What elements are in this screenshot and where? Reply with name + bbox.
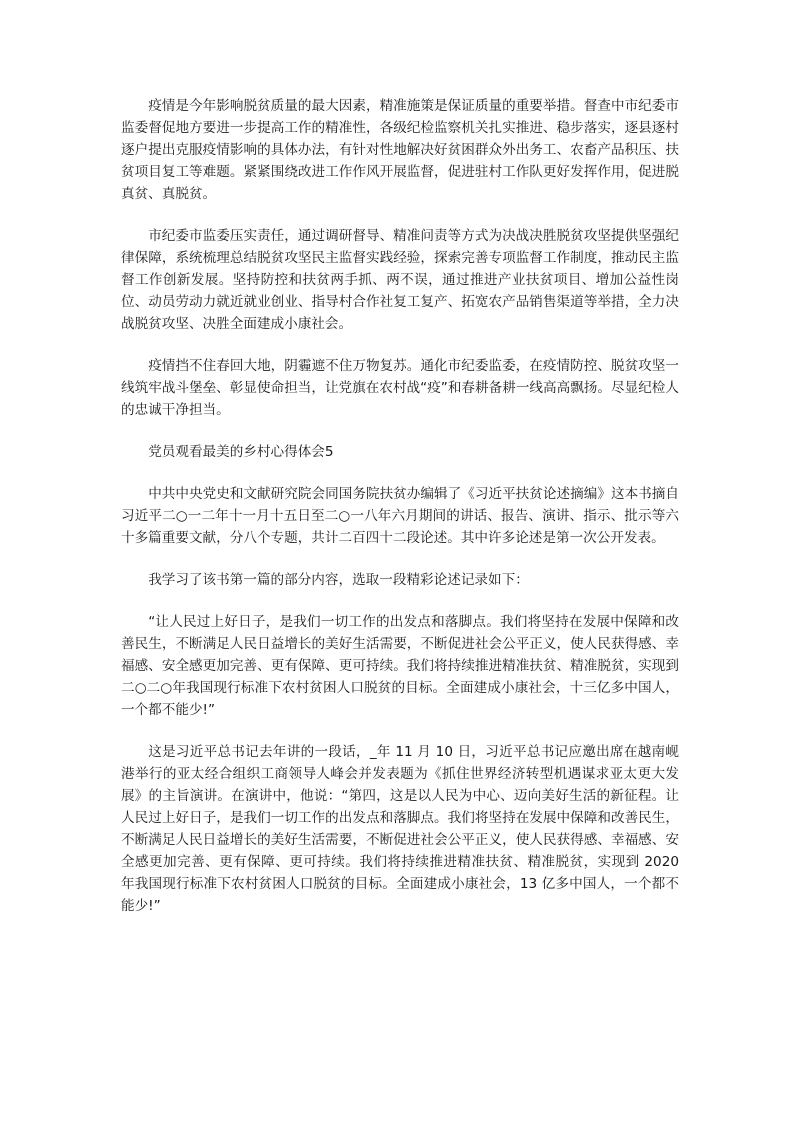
- paragraph-3: 疫情挡不住春回大地，阴霾遮不住万物复苏。通化市纪委监委，在疫情防控、脱贫攻坚一线筑牢战斗堡垒、彰显使命担当，让党旗在农村战“疫”和春耕备耕一线高高飘扬。尽显纪检人的忠诚干净担当。: [121, 358, 679, 418]
- paragraph-gap: [121, 335, 679, 355]
- paragraph-4: 中共中央党史和文献研究院会同国务院扶贫办编辑了《习近平扶贫论述摘编》这本书摘自习近平二○一二年十一月十五日至二○一八年六月期间的讲话、报告、演讲、指示、批示等六十多篇重要文献，分八个专题，共计二百四十二段论述。其中许多论述是第一次公开发表。: [121, 486, 679, 546]
- paragraph-2: 市纪委市监委压实责任，通过调研督导、精准问责等方式为决战决胜脱贫攻坚提供坚强纪律保障，系统梳理总结脱贫攻坚民主监督实践经验，探索完善专项监督工作制度，推动民主监督工作创新发展。坚持防控和扶贫两手抓、两不误，通过推进产业扶贫项目、增加公益性岗位、动员劳动力就近就业创业、指导村合作社复工复产、拓宽农产品销售渠道等举措，全力决战脱贫攻坚、决胜全面建成小康社会。: [121, 228, 679, 332]
- paragraph-gap: [121, 421, 679, 441]
- quote-paragraph: “让人民过上好日子，是我们一切工作的出发点和落脚点。我们将坚持在发展中保障和改善民生，不断满足人民日益增长的美好生活需要，不断促进社会公平正义，使人民获得感、幸福感、安全感更加完善、更有保障、更可持续。我们将持续推进精准扶贫、精准脱贫，实现到二○二○年我国现行标准下农村贫困人口脱贫的目标。全面建成小康社会，十三亿多中国人，一个都不能少!”: [121, 614, 679, 718]
- document-body: [121, 95, 679, 917]
- paragraph-gap: [121, 721, 679, 741]
- paragraph-gap: [121, 463, 679, 483]
- paragraph-5: 我学习了该书第一篇的部分内容，选取一段精彩论述记录如下：: [148, 572, 529, 588]
- paragraph-gap: [121, 591, 679, 611]
- paragraph-6: 这是习近平总书记去年讲的一段话，_年 11 月 10 日，习近平总书记应邀出席在越南岘港举行的亚太经合组织工商领导人峰会并发表题为《抓住世界经济转型机遇谋求亚太更大发展》的主旨演讲。在演讲中，他说：“第四，这是以人民为中心、迈向美好生活的新征程。让人民过上好日子，是我们一切工作的出发点和落脚点。我们将坚持在发展中保障和改善民生，不断满足人民日益增长的美好生活需要，不断促进社会公平正义，使人民获得感、幸福感、安全感更加完善、更有保障、更可持续。我们将持续推进精准扶贫、精准脱贫，实现到 2020 年我国现行标准下农村贫困人口脱贫的目标。全面建成小康社会，13 亿多中国人，一个都不能少!”: [121, 744, 679, 914]
- paragraph-gap: [121, 549, 679, 569]
- paragraph-1: 疫情是今年影响脱贫质量的最大因素，精准施策是保证质量的重要举措。督查中市纪委市监委督促地方要进一步提高工作的精准性，各级纪检监察机关扎实推进、稳步落实，逐县逐村逐户提出克服疫情影响的具体办法，有针对性地解决好贫困群众外出务工、农畜产品积压、扶贫项目复工等难题。紧紧围绕改进工作作风开展监督，促进驻村工作队更好发挥作用，促进脱真贫、真脱贫。: [121, 98, 679, 202]
- paragraph-gap: [121, 205, 679, 225]
- section-heading: 党员观看最美的乡村心得体会5: [148, 444, 334, 460]
